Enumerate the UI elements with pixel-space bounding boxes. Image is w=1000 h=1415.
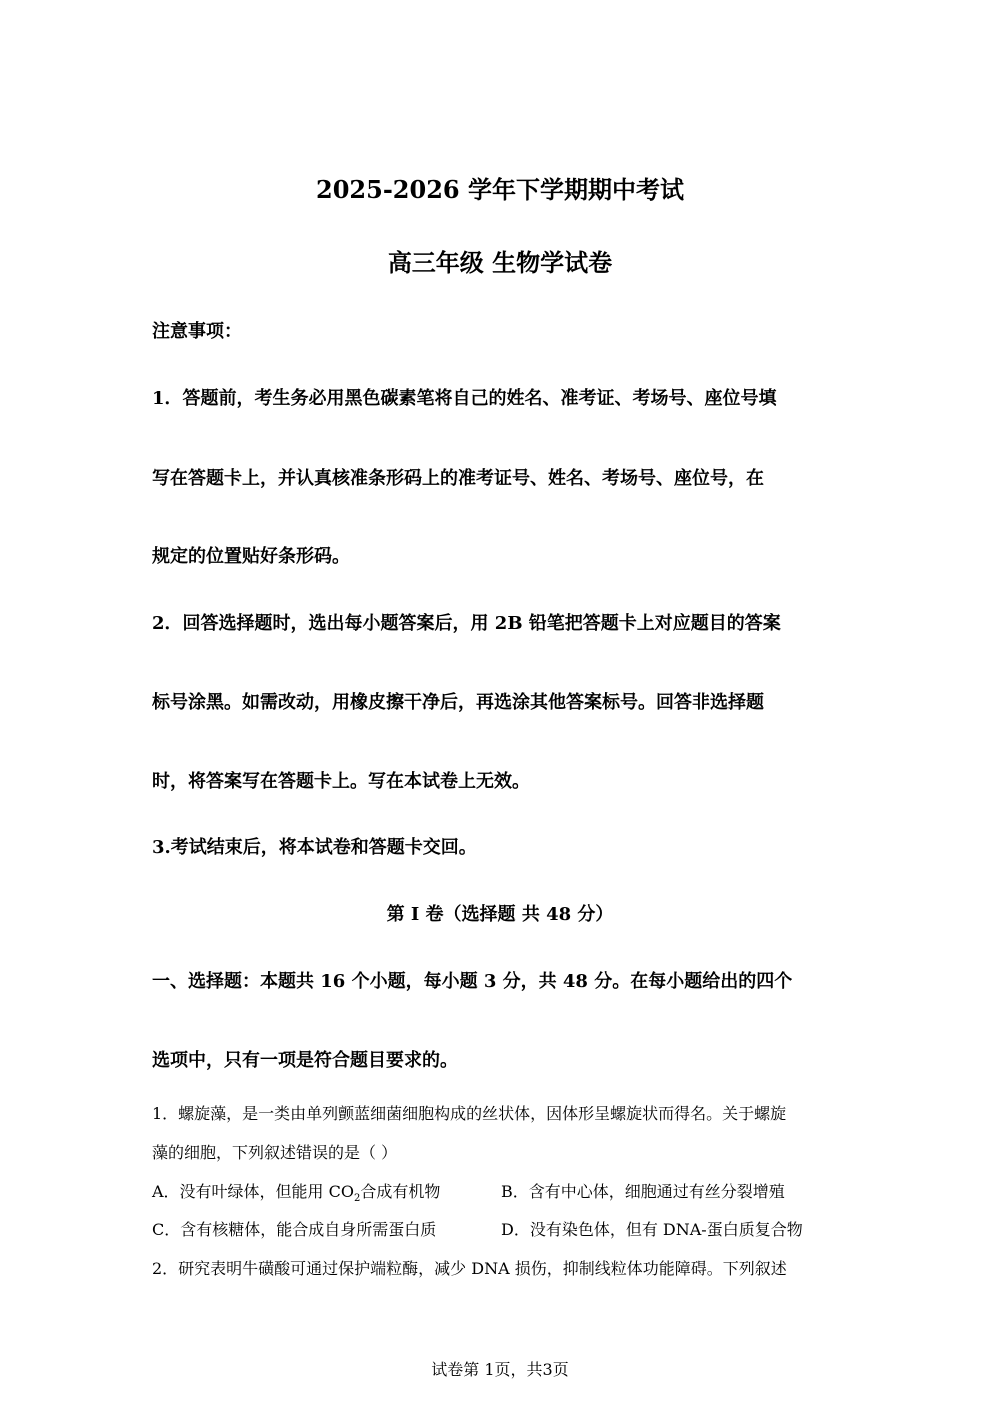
question-2-line-1: 2．研究表明牛磺酸可通过保护端粒酶，减少 DNA 损伤，抑制线粒体功能障碍。下列叙述 [152, 1259, 787, 1278]
notice-item-3: 3.考试结束后，将本试卷和答题卡交回。 [152, 837, 477, 858]
question-1-option-d: D．没有染色体，但有 DNA-蛋白质复合物 [501, 1220, 803, 1239]
notice-item-1-line-2: 写在答题卡上，并认真核准条形码上的准考证号、姓名、考场号、座位号，在 [152, 468, 764, 489]
page-footer: 试卷第 1页，共3页 [431, 1360, 569, 1379]
option-a-subscript: 2 [354, 1193, 361, 1205]
question-1-line-2: 藻的细胞，下列叙述错误的是（ ） [152, 1143, 398, 1162]
part-1-heading: 第 I 卷（选择题 共 48 分） [386, 904, 614, 925]
notice-item-2-line-3: 时，将答案写在答题卡上。写在本试卷上无效。 [152, 771, 530, 792]
notice-item-2-line-2: 标号涂黑。如需改动，用橡皮擦干净后，再选涂其他答案标号。回答非选择题 [152, 692, 764, 713]
notice-heading: 注意事项： [152, 321, 242, 342]
section-instruction-line-2: 选项中，只有一项是符合题目要求的。 [152, 1050, 458, 1071]
notice-item-2-line-1: 2．回答选择题时，选出每小题答案后，用 2B 铅笔把答题卡上对应题目的答案 [152, 613, 781, 634]
notice-item-1-line-3: 规定的位置贴好条形码。 [152, 546, 350, 567]
option-a-text-post: 合成有机物 [360, 1182, 441, 1201]
section-instruction-line-1: 一、选择题：本题共 16 个小题，每小题 3 分，共 48 分。在每小题给出的四个 [152, 971, 793, 992]
question-1-option-c: C．含有核糖体，能合成自身所需蛋白质 [152, 1220, 437, 1239]
option-a-text-pre: A．没有叶绿体，但能用 CO [152, 1182, 355, 1201]
question-1-line-1: 1．螺旋藻，是一类由单列颤蓝细菌细胞构成的丝状体，因体形呈螺旋状而得名。关于螺旋 [152, 1104, 787, 1123]
exam-title: 2025-2026 学年下学期期中考试 [316, 175, 684, 204]
question-1-option-a [152, 1179, 440, 1204]
question-1-option-b: B．含有中心体，细胞通过有丝分裂增殖 [501, 1182, 785, 1201]
notice-item-1-line-1: 1．答题前，考生务必用黑色碳素笔将自己的姓名、准考证、考场号、座位号填 [152, 388, 777, 409]
exam-subtitle: 高三年级 生物学试卷 [387, 248, 613, 277]
